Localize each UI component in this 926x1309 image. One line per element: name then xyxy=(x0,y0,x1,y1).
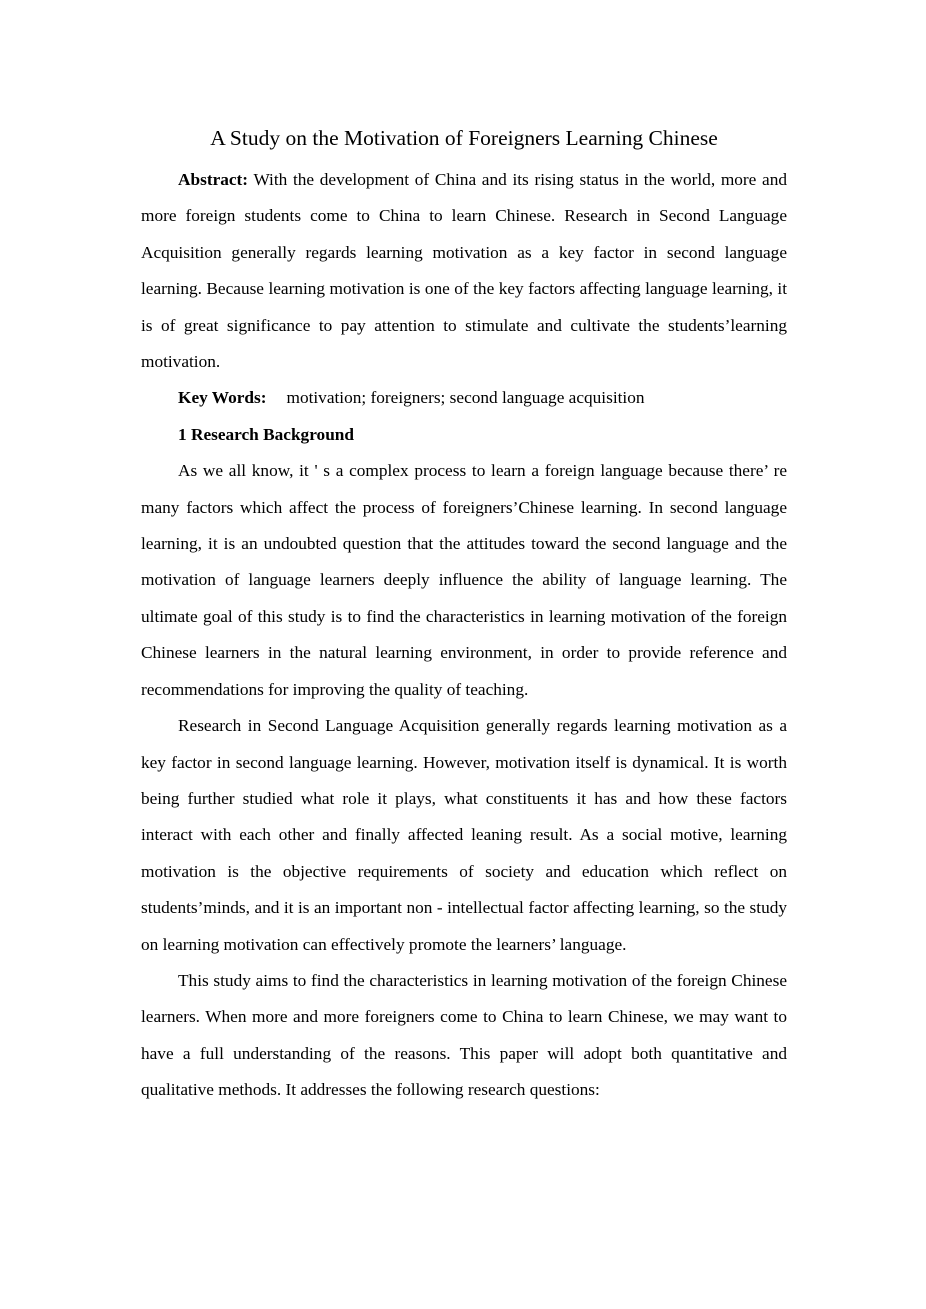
section-heading: 1 Research Background xyxy=(178,424,355,444)
abstract-label: Abstract: xyxy=(178,170,249,189)
body-paragraph: This study aims to find the characteristics in learning motivation of the foreign Chinese learners. When more and more foreigners come to China to learn Chinese, we may want to have a full understanding of the reasons. This paper will adopt both quantitative and qualitative methods. It addresses the following research questions: xyxy=(141,970,787,1100)
paper-title: A Study on the Motivation of Foreigners Learning Chinese xyxy=(210,126,718,150)
abstract-paragraph xyxy=(141,162,787,380)
document-page xyxy=(141,122,787,1109)
keywords-text: motivation; foreigners; second language acquisition xyxy=(286,388,645,408)
keywords-label: Key Words: xyxy=(178,388,267,408)
body-paragraph: As we all know, it ' s a complex process to learn a foreign language because there’ re many factors which affect the process of foreigners’Chinese learning. In second language learning, it is an undoubted question that the attitudes toward the second language and the motivation of language learners deeply influence the ability of language learning. The ultimate goal of this study is to find the characteristics in learning motivation of the foreign Chinese learners in the natural learning environment, in order to provide reference and recommendations for improving the quality of teaching. xyxy=(141,461,787,699)
keywords-line xyxy=(141,380,787,416)
abstract-text: With the development of China and its rising status in the world, more and more foreign students come to China to learn Chinese. Research in Second Language Acquisition generally regards learning motivation as a key factor in second language learning. Because learning motivation is one of the key factors affecting language learning, it is of great significance to pay attention to stimulate and cultivate the students’learning motivation. xyxy=(141,170,787,372)
body-paragraph: Research in Second Language Acquisition generally regards learning motivation as a key factor in second language learning. However, motivation itself is dynamical. It is worth being further studied what role it plays, what constituents it has and how these factors interact with each other and finally affected leaning result. As a social motive, learning motivation is the objective requirements of society and education which reflect on students’minds, and it is an important non - intellectual factor affecting learning, so the study on learning motivation can effectively promote the learners’ language. xyxy=(141,716,787,954)
